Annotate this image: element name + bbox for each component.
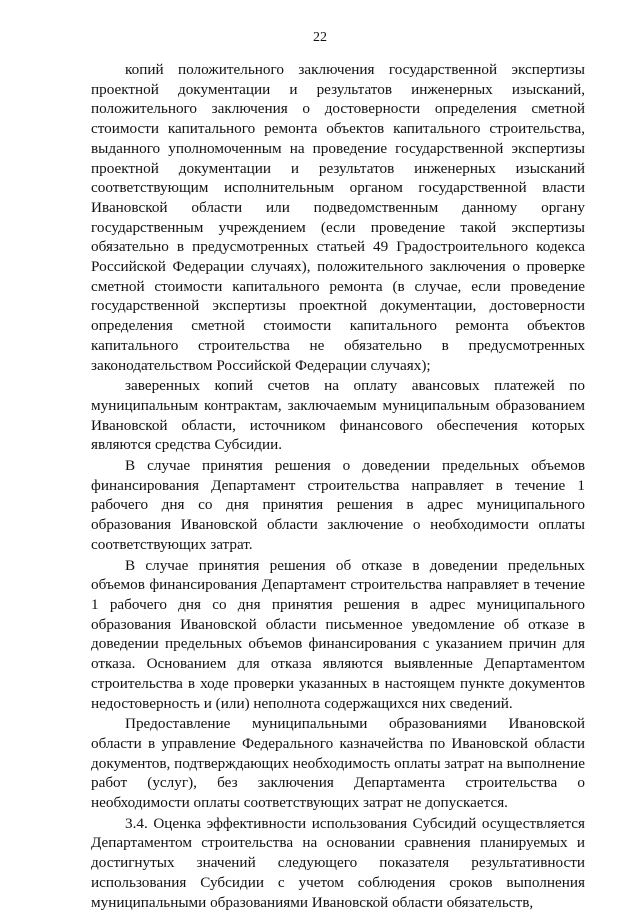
paragraph-efficiency-evaluation: 3.4. Оценка эффективности использования Субсидий осуществляется Департаментом строительства на основании сравнения планируемых и достигнутых значений следующего показателя результативности использования Субсидии с учетом соблюдения сроков выполнения муниципальными образованиями Ивановской области обязательств, xyxy=(91,814,585,911)
paragraph-invoice-copies: заверенных копий счетов на оплату авансовых платежей по муниципальным контрактам, заключаемым муниципальным образованием Ивановской области, источником финансового обеспечения которых являются средства Субсидии. xyxy=(91,377,585,454)
paragraph-expertise-copies: копий положительного заключения государственной экспертизы проектной документации и результатов инженерных изысканий, положительного заключения о достоверности определения сметной стоимости капитального ремонта объектов капитального строительства, выданного уполномоченным на проведение государственной экспертизы проектной документации и результатов инженерных изысканий соответствующим исполнительным органом государственной власти Ивановской области или подведомственным данному органу государственным учреждением (если проведение такой экспертизы обязательно в предусмотренных статьей 49 Градостроительного кодекса Российской Федерации случаях), положительного заключения о проверке сметной стоимости капитального ремонта (в случае, если проведение государственной экспертизы проектной документации, достоверности определения сметной стоимости капитального ремонта объектов капитального строительства не обязательно в предусмотренных законодательством Российской Федерации случаях); xyxy=(91,61,585,374)
page-number: 22 xyxy=(313,30,327,45)
paragraph-funding-refusal: В случае принятия решения об отказе в доведении предельных объемов финансирования Департамент строительства направляет в течение 1 рабочего дня со дня принятия решения в адрес муниципального образования Ивановской области письменное уведомление об отказе в доведении предельных объемов финансирования с указанием причин для отказа. Основанием для отказа являются выявленные Департаментом строительства в ходе проверки указанных в настоящем пункте документов недостоверность и (или) неполнота содержащихся них сведений. xyxy=(91,556,585,712)
document-body xyxy=(91,60,585,912)
paragraph-treasury-submission: Предоставление муниципальными образованиями Ивановской области в управление Федерального казначейства по Ивановской области документов, подтверждающих необходимость оплаты затрат на выполнение работ (услуг), без заключения Департамента строительства о необходимости оплаты соответствующих затрат не допускается. xyxy=(91,715,585,812)
paragraph-funding-approval: В случае принятия решения о доведении предельных объемов финансирования Департамент строительства направляет в течение 1 рабочего дня со дня принятия решения в адрес муниципального образования Ивановской области заключение о необходимости оплаты соответствующих затрат. xyxy=(91,457,585,553)
